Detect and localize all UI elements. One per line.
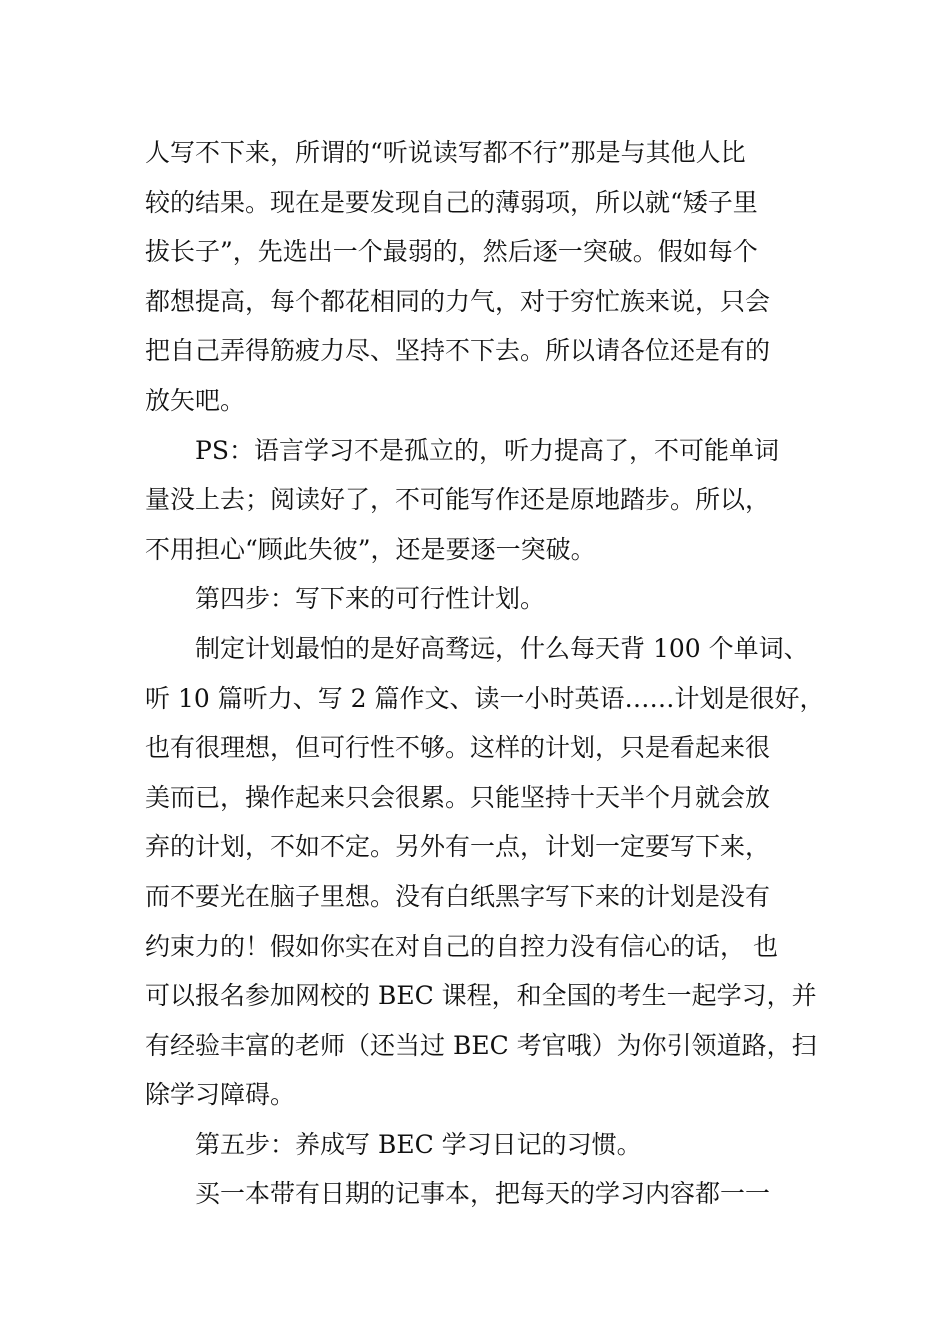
text-line: 除学习障碍。 (145, 1080, 296, 1110)
text-line: 都想提高，每个都花相同的力气，对于穷忙族来说，只会 (145, 286, 771, 316)
text-line: 而不要光在脑子里想。没有白纸黑字写下来的计划是没有 (145, 881, 771, 911)
text-line: 约束力的！假如你实在对自己的自控力没有信心的话， 也 (145, 931, 778, 961)
paragraph-first-line: PS：语言学习不是孤立的，听力提高了，不可能单词 (195, 435, 779, 465)
text-line: 有经验丰富的老师（还当过 BEC 考官哦）为你引领道路，扫 (145, 1030, 817, 1060)
body-text (145, 128, 825, 1219)
text-line: 把自己弄得筋疲力尽、坚持不下去。所以请各位还是有的 (145, 336, 771, 366)
paragraph-first-line: 制定计划最怕的是好高骛远，什么每天背 100 个单词、 (195, 633, 809, 663)
text-line: 较的结果。现在是要发现自己的薄弱项，所以就“矮子里 (145, 187, 758, 217)
text-line: 美而已，操作起来只会很累。只能坚持十天半个月就会放 (145, 782, 771, 812)
text-line: 听 10 篇听力、写 2 篇作文、读一小时英语……计划是很好， (145, 683, 825, 713)
text-line: 弃的计划，不如不定。另外有一点，计划一定要写下来， (145, 832, 771, 862)
text-line: 放矢吧。 (145, 385, 246, 415)
text-line: 不用担心“顾此失彼”，还是要逐一突破。 (145, 534, 596, 564)
text-line: 可以报名参加网校的 BEC 课程，和全国的考生一起学习，并 (145, 981, 817, 1011)
text-line: 也有很理想，但可行性不够。这样的计划，只是看起来很 (145, 733, 771, 763)
paragraph-first-line: 第五步：养成写 BEC 学习日记的习惯。 (195, 1129, 642, 1159)
paragraph-first-line: 买一本带有日期的记事本，把每天的学习内容都一一 (195, 1179, 771, 1209)
paragraph-first-line: 第四步：写下来的可行性计划。 (195, 584, 546, 614)
text-line: 量没上去；阅读好了，不可能写作还是原地踏步。所以， (145, 485, 771, 515)
text-line: 拔长子”，先选出一个最弱的，然后逐一突破。假如每个 (145, 237, 758, 267)
text-line: 人写不下来，所谓的“听说读写都不行”那是与其他人比 (145, 138, 746, 167)
